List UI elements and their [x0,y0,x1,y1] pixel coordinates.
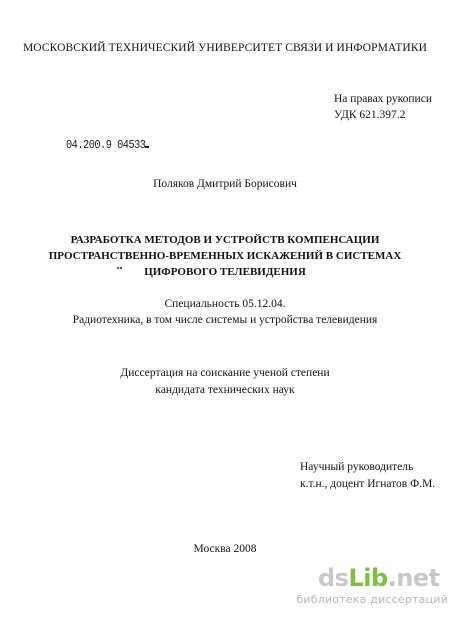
udk-code: УДК 621.397.2 [334,109,406,121]
university-heading: МОСКОВСКИЙ ТЕХНИЧЕСКИЙ УНИВЕРСИТЕТ СВЯЗИ И ИНФОРМАТИКИ [22,42,428,54]
scan-speck [117,267,123,269]
specialty-code: Специальность 05.12.04. [164,298,286,310]
watermark-tagline: библиотека диссертаций [296,593,448,606]
dslib-logo [318,564,440,592]
title-line: ЦИФРОВОГО ТЕЛЕВИДЕНИЯ [144,266,306,278]
title-line: ПРОСТРАНСТВЕННО-ВРЕМЕННЫХ ИСКАЖЕНИЙ В СИСТЕМАХ [48,250,402,262]
degree-statement: Диссертация на соискание ученой степени [120,367,330,379]
dslib-watermark[interactable] [288,562,450,612]
registration-stamp: 04.200.9 04533 [66,138,146,152]
degree-name: кандидата технических наук [155,384,295,396]
manuscript-rights-note: На правах рукописи [334,93,432,105]
supervisor-role: Научный руководитель [300,461,414,473]
city-year: Москва 2008 [193,543,257,555]
logo-part-lib: Lib [348,564,388,592]
author-name: Поляков Дмитрий Борисович [153,178,297,190]
logo-part-net: .net [387,564,440,592]
supervisor-name: к.т.н., доцент Игнатов Ф.М. [300,478,436,490]
logo-part-ds: ds [318,564,349,592]
stamp-mark [145,146,149,148]
dissertation-title [0,232,450,280]
specialty-name: Радиотехника, в том числе системы и устройства телевидения [72,314,378,326]
title-line: РАЗРАБОТКА МЕТОДОВ И УСТРОЙСТВ КОМПЕНСАЦИИ [70,234,380,246]
